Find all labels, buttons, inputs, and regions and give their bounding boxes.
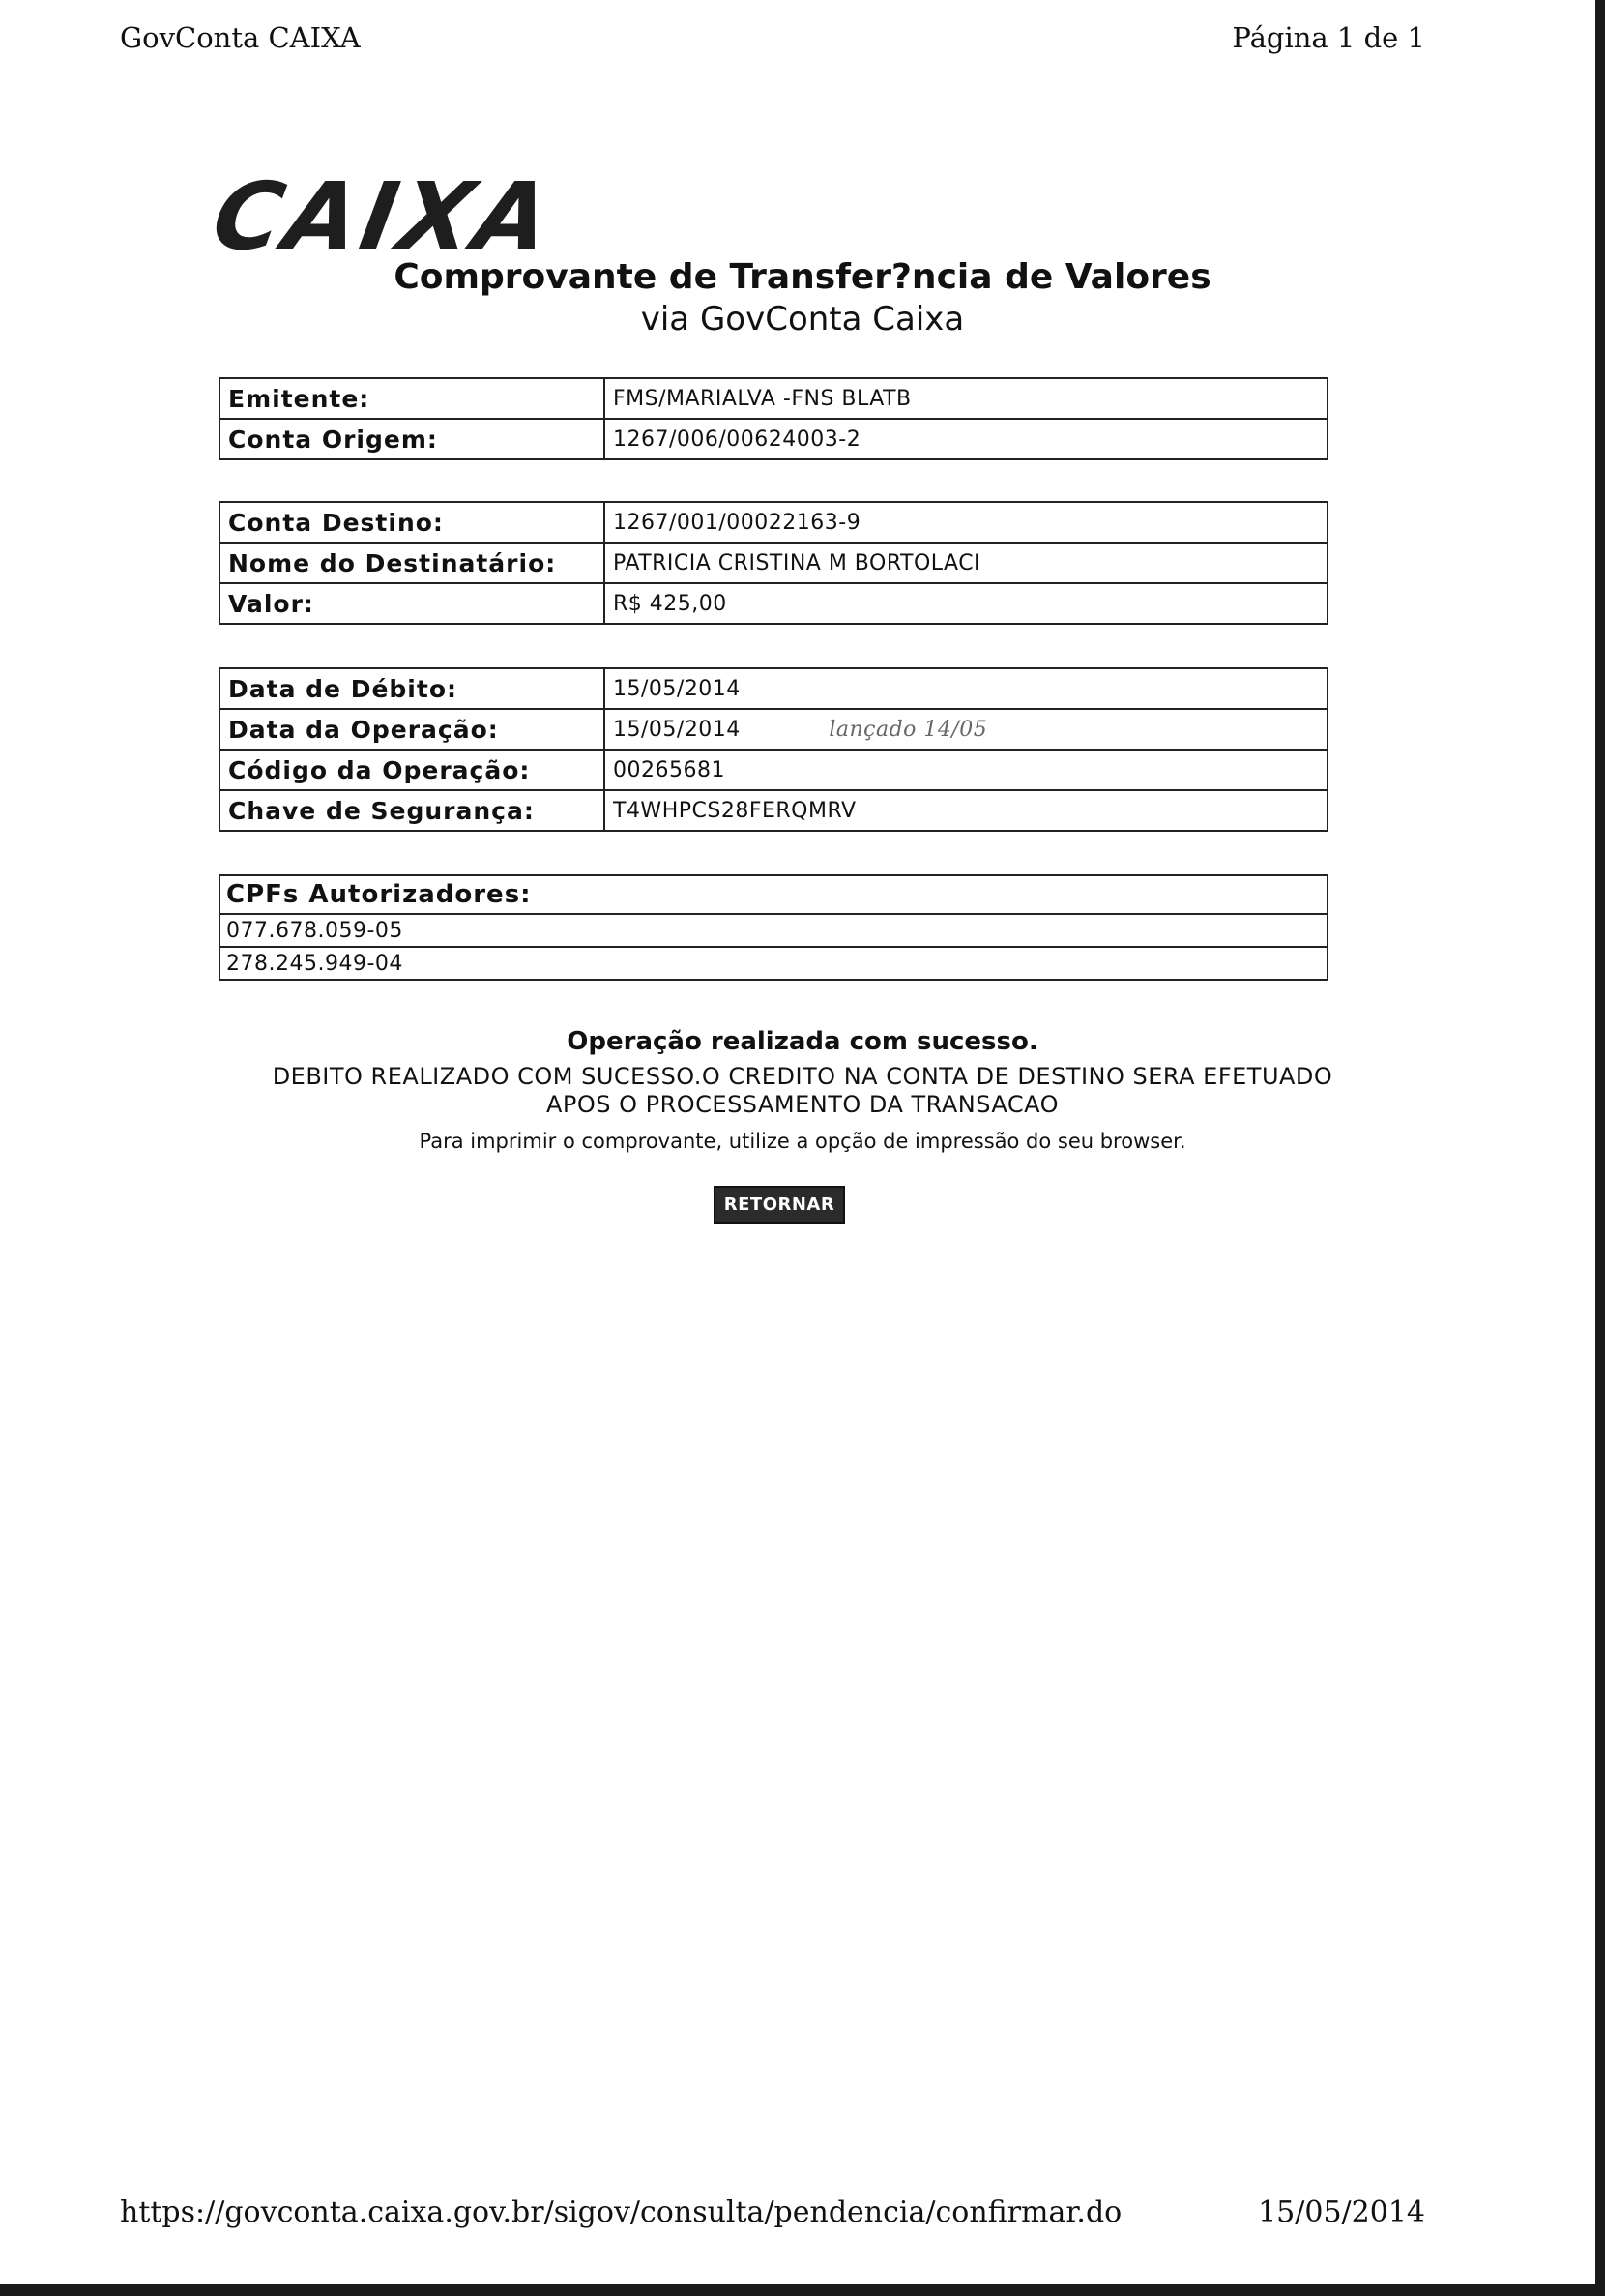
page-title: Comprovante de Transfer?ncia de Valores [394,257,1211,297]
origem-table [219,377,1328,460]
return-button[interactable]: RETORNAR [714,1186,845,1224]
cpf-value: 077.678.059-05 [219,914,1328,947]
destino-table [219,501,1328,625]
cpfs-table [219,874,1328,981]
field-label: Nome do Destinatário: [219,543,604,583]
print-header [120,21,1425,60]
table-row [219,502,1328,543]
field-label: Data da Operação: [219,709,604,750]
print-header-page-number: Página 1 de 1 [1232,21,1425,54]
field-value: PATRICIA CRISTINA M BORTOLACI [604,543,1328,583]
table-row [219,875,1328,914]
cpf-value: 278.245.949-04 [219,947,1328,980]
field-label: Data de Débito: [219,668,604,709]
handwritten-note: lançado 14/05 [829,717,988,742]
field-value: 1267/001/00022163-9 [604,502,1328,543]
field-label: Conta Origem: [219,419,604,459]
field-value: 15/05/2014 [613,717,741,742]
table-row [219,790,1328,831]
table-row [219,543,1328,583]
caixa-logo: CAIXA [205,162,562,271]
print-footer-date: 15/05/2014 [1258,2195,1425,2229]
field-label: Valor: [219,583,604,624]
field-value: 1267/006/00624003-2 [604,419,1328,459]
print-footer [120,2195,1425,2234]
table-row [219,750,1328,790]
field-value: 00265681 [604,750,1328,790]
field-label: Chave de Segurança: [219,790,604,831]
field-value-with-note [604,709,1328,750]
table-row [219,583,1328,624]
scan-edge-right [1595,0,1605,2296]
print-footer-url: https://govconta.caixa.gov.br/sigov/consulta/pendencia/confirmar.do [120,2195,1123,2229]
print-header-title: GovConta CAIXA [120,21,361,54]
field-value: T4WHPCS28FERQMRV [604,790,1328,831]
table-row [219,378,1328,419]
field-label: Emitente: [219,378,604,419]
status-message-line2: APOS O PROCESSAMENTO DA TRANSACAO [545,1091,1060,1118]
cpfs-header: CPFs Autorizadores: [219,875,1328,914]
page-subtitle: via GovConta Caixa [640,300,965,339]
success-message: Operação realizada com sucesso. [567,1027,1038,1056]
operacao-table [219,667,1328,832]
table-row [219,914,1328,947]
print-hint: Para imprimir o comprovante, utilize a opção de impressão do seu browser. [419,1130,1186,1153]
table-row [219,668,1328,709]
status-message-line1: DEBITO REALIZADO COM SUCESSO.O CREDITO NA CONTA DE DESTINO SERA EFETUADO [272,1063,1333,1090]
field-value: 15/05/2014 [604,668,1328,709]
field-label: Conta Destino: [219,502,604,543]
table-row [219,419,1328,459]
field-value: R$ 425,00 [604,583,1328,624]
field-label: Código da Operação: [219,750,604,790]
field-value: FMS/MARIALVA -FNS BLATB [604,378,1328,419]
table-row [219,947,1328,980]
table-row [219,709,1328,750]
scan-edge-bottom [0,2284,1605,2296]
